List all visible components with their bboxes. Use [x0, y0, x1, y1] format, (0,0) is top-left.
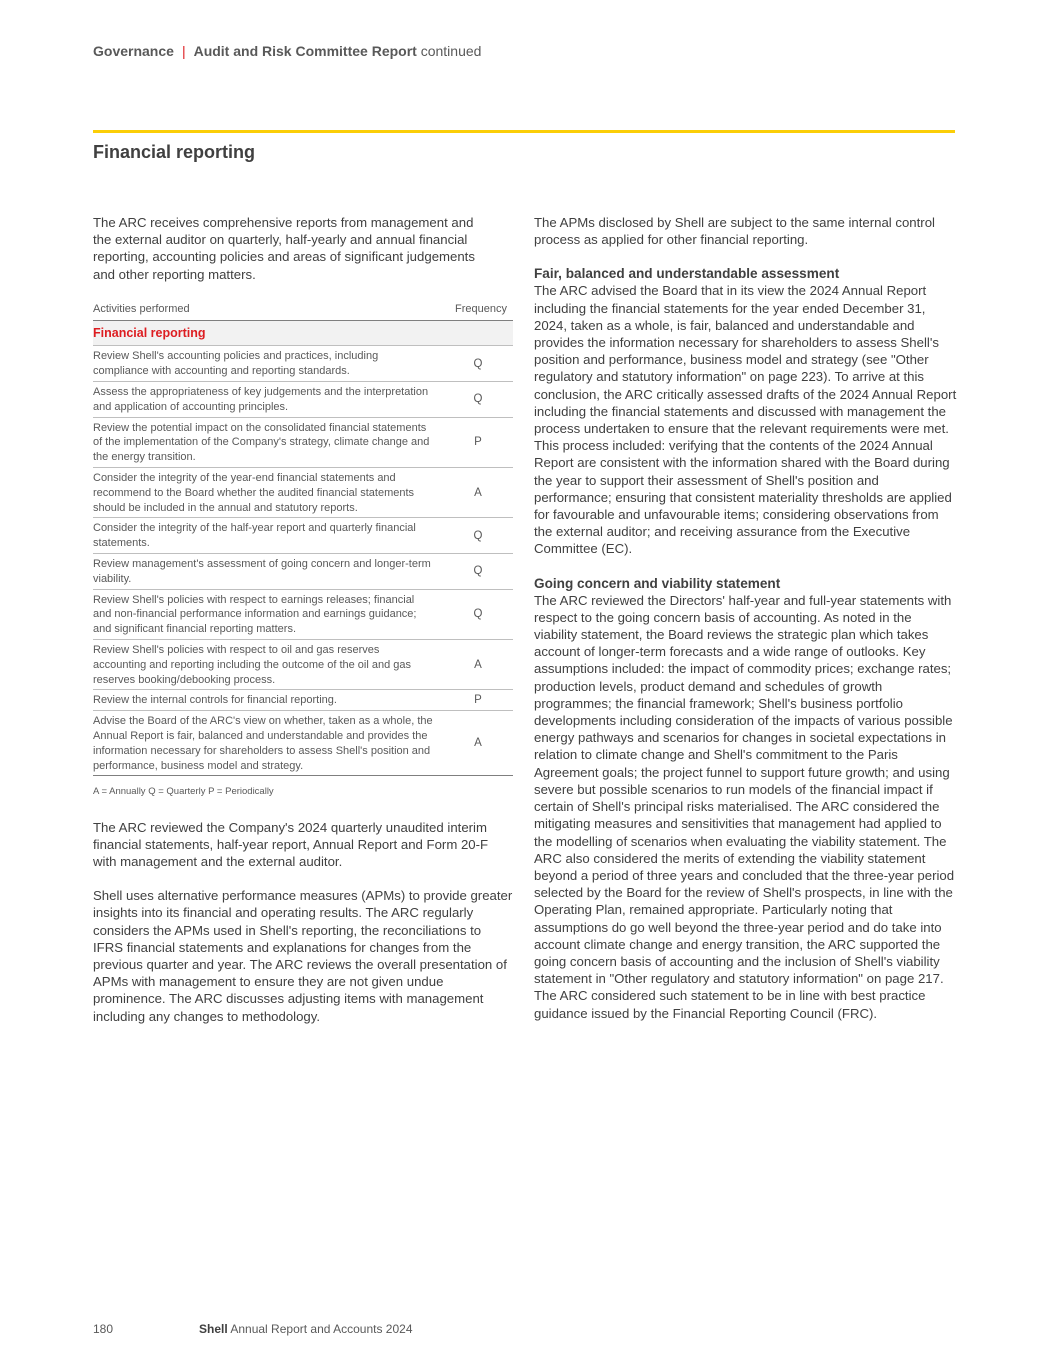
table-header-row — [93, 302, 513, 320]
column-header-frequency: Frequency — [443, 302, 513, 320]
breadcrumb-report: Audit and Risk Committee Report — [193, 43, 417, 59]
activity-cell: Review management's assessment of going concern and longer-term viability. — [93, 553, 443, 589]
column-header-activity: Activities performed — [93, 302, 443, 320]
activity-cell: Review the internal controls for financial reporting. — [93, 690, 443, 711]
body-paragraph: The ARC advised the Board that in its view the 2024 Annual Report including the financial statements for the year ended December 31, 2024, taken as a whole, is fair, balanced and understandable and provides the information necessary for shareholders to assess Shell's position and performance, business model and strategy (see "Other regulatory and statutory information" on page 223). To arrive at this conclusion, the ARC critically assessed drafts of the 2024 Annual Report including the financial statements and discussed with management the process undertaken to ensure that the relevant requirements were met. This process included: verifying that the contents of the 2024 Annual Report are consistent with the information shared with the Board during the year to support their assessment of Shell's position and performance; ensuring that consistent materiality thresholds are applied for favourable and unfavourable items; considering observations from the external auditor; and receiving assurance from the Executive Committee (EC). — [534, 283, 957, 557]
frequency-cell: P — [443, 690, 513, 711]
frequency-legend: A = Annually Q = Quarterly P = Periodically — [93, 786, 274, 798]
activity-cell: Review the potential impact on the consolidated financial statements of the implementation of the Company's strategy, climate change and the energy transition. — [93, 417, 443, 467]
table-row — [93, 346, 513, 382]
category-label: Financial reporting — [93, 320, 513, 346]
subheading-fair-balanced: Fair, balanced and understandable assessment — [534, 266, 840, 282]
breadcrumb-separator: | — [181, 43, 186, 59]
table-row — [93, 382, 513, 418]
category-row — [93, 320, 513, 346]
frequency-cell: Q — [443, 382, 513, 418]
frequency-cell: A — [443, 639, 513, 689]
body-paragraph: Shell uses alternative performance measures (APMs) to provide greater insights into its financial and operating results. The ARC regularly considers the APMs used in Shell's reporting, the reconciliations to IFRS financial statements and explanations for changes from the previous quarter and year. The ARC reviews the overall presentation of APMs with management to ensure they are not given undue prominence. The ARC discusses adjusting items with management including any changes to methodology. — [93, 888, 513, 1024]
frequency-cell: Q — [443, 518, 513, 554]
table-row — [93, 711, 513, 776]
table-row — [93, 690, 513, 711]
footer-brand: Shell — [199, 1322, 228, 1336]
right-column — [534, 214, 958, 1022]
activity-cell: Review Shell's accounting policies and practices, including compliance with accounting and reporting standards. — [93, 346, 443, 382]
page-number: 180 — [93, 1322, 114, 1336]
frequency-cell: Q — [443, 553, 513, 589]
activity-cell: Consider the integrity of the year-end financial statements and recommend to the Board whether the audited financial statements should be included in the annual and statutory reports. — [93, 467, 443, 517]
subheading-going-concern: Going concern and viability statement — [534, 575, 781, 591]
frequency-cell: Q — [443, 589, 513, 639]
table-row — [93, 589, 513, 639]
intro-paragraph: The ARC receives comprehensive reports from management and the external auditor on quarterly, half-yearly and annual financial reporting, accounting policies and areas of significant judgements and other reporting matters. — [93, 215, 475, 282]
section-title: Financial reporting — [93, 142, 256, 162]
breadcrumb — [93, 43, 481, 59]
activity-cell: Consider the integrity of the half-year report and quarterly financial statements. — [93, 518, 443, 554]
activity-cell: Review Shell's policies with respect to oil and gas reserves accounting and reporting including the outcome of the oil and gas reserves booking/debooking process. — [93, 639, 443, 689]
left-column — [93, 214, 513, 1025]
frequency-cell: A — [443, 467, 513, 517]
section-rule — [93, 130, 955, 133]
frequency-cell: Q — [443, 346, 513, 382]
activity-cell: Review Shell's policies with respect to earnings releases; financial and non-financial performance information and earnings guidance; and significant financial reporting matters. — [93, 589, 443, 639]
page-footer — [93, 1322, 413, 1336]
body-paragraph: The APMs disclosed by Shell are subject to the same internal control process as applied for other financial reporting. — [534, 215, 935, 248]
table-row — [93, 518, 513, 554]
breadcrumb-section: Governance — [93, 43, 174, 59]
breadcrumb-continued: continued — [420, 43, 482, 59]
footer-title: Annual Report and Accounts 2024 — [230, 1322, 413, 1336]
frequency-cell: A — [443, 711, 513, 776]
table-row — [93, 467, 513, 517]
table-row — [93, 553, 513, 589]
table-row — [93, 417, 513, 467]
body-paragraph: The ARC reviewed the Directors' half-year and full-year statements with respect to the going concern basis of accounting. As noted in the viability statement, the Board reviews the strategic plan which takes account of longer-term forecasts and a wide range of outlooks. Key assumptions included: the impact of commodity prices; exchange rates; production levels, product demand and schedules of growth programmes; the financial framework; Shell's business portfolio developments including consideration of the impacts of various possible energy pathways and scenarios for changes in societal expectations in relation to climate change and Shell's commitment to the Paris Agreement goals; the project funnel to support future growth; and using severe but possible scenarios to run models of the financial impact if certain of Shell's principal risks materialised. The ARC considered the mitigating measures and sensitivities that management had applied to the modelling of scenarios when evaluating the viability statement. The ARC also considered the merits of extending the viability statement beyond a period of three years and concluded that the three-year period selected by the Board for the review of Shell's prospects, in line with the Operating Plan, remained appropriate. Particularly noting that assumptions do go well beyond the three-year period and do take into account climate change and energy transition, the ARC supported the going concern basis of accounting and the inclusion of Shell's viability statement in "Other regulatory and statutory information" on page 217. The ARC considered such statement to be in line with best practice guidance issued by the Financial Reporting Council (FRC). — [534, 592, 955, 1021]
table-row — [93, 639, 513, 689]
activity-cell: Assess the appropriateness of key judgements and the interpretation and application of accounting principles. — [93, 382, 443, 418]
activity-cell: Advise the Board of the ARC's view on whether, taken as a whole, the Annual Report is fair, balanced and understandable and provides the information necessary for shareholders to assess Shell's position and performance, business model and strategy. — [93, 711, 443, 776]
activities-table — [93, 302, 513, 777]
frequency-cell: P — [443, 417, 513, 467]
body-paragraph: The ARC reviewed the Company's 2024 quarterly unaudited interim financial statements, half-year report, Annual Report and Form 20-F with management and the external auditor. — [93, 819, 489, 869]
